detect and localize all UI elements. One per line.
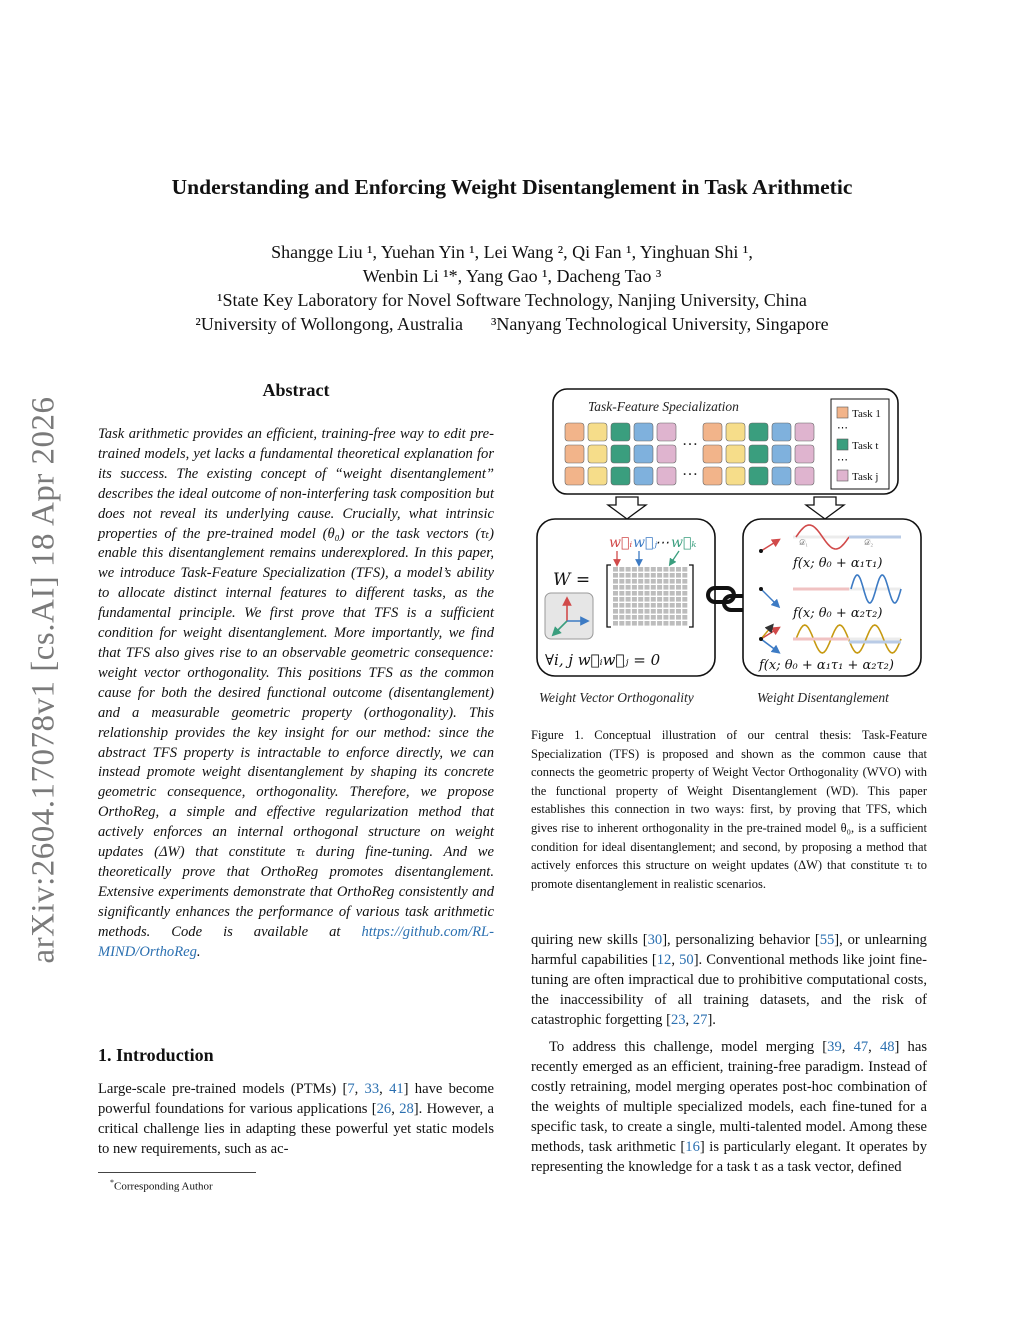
matrix-cell: [626, 579, 631, 584]
matrix-cell: [626, 603, 631, 608]
feature-cell: [565, 445, 584, 463]
matrix-cell: [676, 579, 681, 584]
feature-cell: [749, 423, 768, 441]
paragraph: To address this challenge, model merging [39, 47, 48] has recently emerged as an efficient, training-free paradigm. Instead of costly retraining, model merging operates post-hoc combination of the weights of multiple specialized models, each fine-tuned for a specific task, to create a single, multi-talented model. Among these methods, task arithmetic [16] is particularly elegant. It operates by representing the knowledge for a task t as a task vector, defined: [531, 1039, 928, 1175]
text: To address this challenge, model merging [: [549, 1039, 828, 1055]
citation[interactable]: 50: [679, 952, 694, 968]
matrix-cell: [651, 591, 656, 596]
affiliation-3: ³Nanyang Technological University, Singapore: [491, 314, 829, 334]
matrix-cell: [670, 585, 675, 590]
matrix-cell: [626, 573, 631, 578]
matrix-cell: [613, 603, 618, 608]
feature-cell: [657, 467, 676, 485]
matrix-cell: [663, 621, 668, 626]
domain-label-d2: 𝒟₂: [864, 538, 874, 547]
feature-cell: [749, 445, 768, 463]
vec-wi: w⃗ᵢ: [609, 535, 633, 551]
matrix-cell: [613, 615, 618, 620]
matrix-cell: [651, 621, 656, 626]
matrix-cell: [632, 567, 637, 572]
matrix-cell: [613, 567, 618, 572]
matrix-cell: [619, 573, 624, 578]
footnote: *Corresponding Author: [110, 1178, 213, 1193]
text: ], personalizing behavior [: [662, 932, 820, 948]
citation[interactable]: 33: [364, 1081, 380, 1097]
matrix-cell: [632, 615, 637, 620]
matrix-cell: [638, 609, 643, 614]
legend-swatch-task1: [837, 407, 848, 418]
feature-cell: [565, 467, 584, 485]
matrix-cell: [657, 621, 662, 626]
citation[interactable]: 26: [376, 1101, 392, 1117]
matrix-cell: [670, 597, 675, 602]
matrix-cell: [657, 591, 662, 596]
matrix-cell: [670, 591, 675, 596]
text: ].: [707, 1012, 716, 1028]
feature-cell: [588, 423, 607, 441]
function-2: f(x; θ₀ + α₂τ₂): [793, 606, 883, 621]
feature-cell: [565, 423, 584, 441]
legend-ellipsis: ⋯: [837, 422, 848, 434]
citation[interactable]: 12: [656, 952, 672, 968]
matrix-cell: [638, 585, 643, 590]
matrix-cell: [676, 615, 681, 620]
domain-bar: [793, 588, 849, 591]
citation[interactable]: 47: [853, 1039, 869, 1055]
feature-cell: [772, 445, 791, 463]
feature-cell: [703, 467, 722, 485]
intro-text: ]. However, a critical challenge lies in adapting these powerful yet static models to new requirements, such as ac-: [98, 1101, 495, 1157]
matrix-cell: [613, 585, 618, 590]
domain-bar: [849, 536, 901, 539]
matrix-cell: [638, 615, 643, 620]
matrix-cell: [676, 567, 681, 572]
matrix-cell: [682, 585, 687, 590]
matrix-cell: [645, 579, 650, 584]
matrix-cell: [682, 573, 687, 578]
affiliation-2: ²University of Wollongong, Australia: [195, 314, 464, 334]
matrix-cell: [613, 597, 618, 602]
matrix-cell: [676, 621, 681, 626]
matrix-cell: [619, 579, 624, 584]
feature-cell: [657, 423, 676, 441]
feature-cell: [611, 423, 630, 441]
matrix-cell: [638, 591, 643, 596]
citation[interactable]: 27: [692, 1012, 708, 1028]
feature-cell: [772, 423, 791, 441]
matrix-cell: [657, 615, 662, 620]
code-link[interactable]: https://github.com/RL-MIND/OrthoReg: [98, 923, 494, 960]
domain-bar: [849, 641, 901, 644]
vec-wk: w⃗ₖ: [671, 535, 697, 551]
legend-taskj: Task j: [852, 471, 879, 483]
text: ] has recently emerged as an efficient, training-free paradigm. Instead of costly retraining, model merging operates post-hoc combination of the weights of multiple specialized models, each fine-tuned for a specific task, to create a single, multi-talented model. Among these methods, task arithmetic [: [531, 1039, 928, 1155]
matrix-cell: [632, 609, 637, 614]
matrix-cell: [632, 585, 637, 590]
matrix-cell: [638, 597, 643, 602]
matrix-cell: [657, 573, 662, 578]
citation[interactable]: 30: [647, 932, 663, 948]
matrix-cell: [645, 621, 650, 626]
citation[interactable]: 7: [347, 1081, 355, 1097]
feature-cell: [634, 423, 653, 441]
matrix-cell: [657, 609, 662, 614]
ellipsis: …: [682, 432, 698, 449]
matrix-cell: [663, 567, 668, 572]
matrix-cell: [651, 597, 656, 602]
authors-line-2: Wenbin Li ¹*, Yang Gao ¹, Dacheng Tao ³: [362, 266, 662, 286]
feature-cell: [726, 423, 745, 441]
matrix-cell: [651, 609, 656, 614]
matrix-cell: [682, 591, 687, 596]
intro-text: ] have become powerful foundations for various applications [: [98, 1081, 494, 1117]
matrix-cell: [676, 591, 681, 596]
wd-label: Weight Disentanglement: [757, 690, 889, 705]
matrix-cell: [626, 615, 631, 620]
legend-taskt: Task t: [852, 440, 879, 452]
matrix-cell: [626, 585, 631, 590]
matrix-cell: [613, 579, 618, 584]
text: ], or unlearning harmful capabilities [: [531, 932, 927, 968]
arxiv-id: arXiv:2604.17078v1 [cs.AI] 18 Apr 2026: [25, 396, 62, 964]
matrix-cell: [632, 603, 637, 608]
matrix-cell: [619, 597, 624, 602]
matrix-cell: [670, 603, 675, 608]
matrix-cell: [676, 603, 681, 608]
text: ] is particularly elegant. It operates by representing the knowledge for a task t as a task vector, defined: [531, 1139, 927, 1175]
matrix-cell: [651, 615, 656, 620]
legend-swatch-taskj: [837, 470, 848, 481]
citation[interactable]: 41: [389, 1081, 404, 1097]
orthogonality-equation: ∀i, j w⃗ᵢw⃗ⱼ = 0: [545, 651, 661, 669]
matrix-cell: [613, 621, 618, 626]
matrix-cell: [663, 609, 668, 614]
matrix-cell: [626, 591, 631, 596]
matrix-cell: [663, 573, 668, 578]
feature-cell: [749, 467, 768, 485]
figure-1-svg: [531, 385, 927, 710]
matrix-cell: [632, 597, 637, 602]
matrix-cell: [632, 591, 637, 596]
down-arrow-left: [608, 497, 646, 519]
matrix-cell: [682, 597, 687, 602]
matrix-cell: [657, 579, 662, 584]
matrix-cell: [682, 615, 687, 620]
matrix-cell: [682, 579, 687, 584]
citation[interactable]: 55: [819, 932, 835, 948]
section-heading-introduction: 1. Introduction: [98, 1045, 214, 1065]
feature-cell: [795, 423, 814, 441]
matrix-cell: [645, 585, 650, 590]
affiliation-line-2: [0, 312, 1024, 336]
text: quiring new skills [: [531, 932, 648, 948]
matrix-cell: [676, 585, 681, 590]
legend-task1: Task 1: [852, 408, 881, 420]
feature-cell: [588, 467, 607, 485]
matrix-cell: [676, 609, 681, 614]
matrix-cell: [670, 567, 675, 572]
footnote-rule: [98, 1172, 256, 1173]
matrix-cell: [663, 597, 668, 602]
matrix-cell: [638, 579, 643, 584]
matrix-cell: [670, 615, 675, 620]
matrix-cell: [663, 585, 668, 590]
matrix-cell: [663, 579, 668, 584]
right-column-text: [531, 930, 927, 1177]
vec-ellipsis: ⋯: [655, 535, 669, 551]
matrix-cell: [663, 615, 668, 620]
legend-swatch-taskt: [837, 439, 848, 450]
matrix-cell: [626, 609, 631, 614]
abstract-end: .: [196, 943, 201, 960]
matrix-cell: [676, 573, 681, 578]
matrix-cell: [613, 591, 618, 596]
intro-text: Large-scale pre-trained models (PTMs) [: [98, 1081, 348, 1097]
citation[interactable]: 39: [827, 1039, 842, 1055]
matrix-cell: [632, 573, 637, 578]
matrix-cell: [657, 567, 662, 572]
matrix-cell: [638, 621, 643, 626]
matrix-cell: [638, 603, 643, 608]
feature-cell: [634, 445, 653, 463]
matrix-cell: [657, 585, 662, 590]
matrix-cell: [645, 615, 650, 620]
matrix-cell: [651, 585, 656, 590]
matrix-cell: [651, 579, 656, 584]
paper-title: Understanding and Enforcing Weight Disentanglement in Task Arithmetic: [171, 175, 853, 199]
function-3: f(x; θ₀ + α₁τ₁ + α₂τ₂): [759, 658, 894, 673]
matrix-cell: [645, 591, 650, 596]
matrix-cell: [682, 609, 687, 614]
matrix-cell: [619, 591, 624, 596]
text: ]. Conventional methods like joint fine-tuning are often impractical due to prohibitive computational costs, the inaccessibility of all training datasets, and the risk of catastrophic forgetting [: [531, 952, 928, 1028]
matrix-cell: [632, 621, 637, 626]
matrix-cell: [626, 567, 631, 572]
paragraph: quiring new skills [30], personalizing behavior [55], or unlearning harmful capabilities [12, 50]. Conventional methods like joint fine-tuning are often impractical due to prohibitive computational costs, the inaccessibility of all training datasets, and the risk of catastrophic forgetting [23, 27].: [531, 932, 928, 1028]
vec-wj: w⃗ⱼ: [633, 535, 658, 551]
citation[interactable]: 23: [670, 1012, 686, 1028]
matrix-cell: [619, 621, 624, 626]
matrix-cell: [613, 609, 618, 614]
matrix-cell: [619, 585, 624, 590]
citation[interactable]: 16: [685, 1139, 700, 1155]
matrix-cell: [682, 603, 687, 608]
intro-paragraph: Large-scale pre-trained models (PTMs) [7, 33, 41] have become powerful foundations for various applications [26, 28]. However, a critical challenge lies in adapting these powerful yet static models to new requirements, such as ac-: [98, 1081, 495, 1157]
arxiv-sidebar: [20, 370, 68, 990]
matrix-cell: [651, 573, 656, 578]
domain-label-d1: 𝒟₁: [799, 538, 809, 547]
matrix-cell: [657, 603, 662, 608]
matrix-cell: [619, 567, 624, 572]
feature-cell: [657, 445, 676, 463]
matrix-cell: [663, 591, 668, 596]
matrix-cell: [676, 597, 681, 602]
matrix-cell: [632, 579, 637, 584]
citation[interactable]: 28: [399, 1101, 414, 1117]
legend-ellipsis: ⋯: [837, 454, 848, 466]
matrix-cell: [645, 609, 650, 614]
feature-cell: [703, 423, 722, 441]
origin-dot: [759, 637, 763, 641]
matrix-cell: [670, 609, 675, 614]
matrix-cell: [619, 603, 624, 608]
feature-cell: [611, 467, 630, 485]
function-1: f(x; θ₀ + α₁τ₁): [793, 556, 883, 571]
affiliation-1: ¹State Key Laboratory for Novel Software Technology, Nanjing University, China: [217, 290, 807, 310]
matrix-cell: [670, 621, 675, 626]
matrix-cell: [638, 573, 643, 578]
feature-cell: [703, 445, 722, 463]
ellipsis: …: [682, 462, 698, 479]
w-equals: W =: [553, 570, 591, 590]
feature-cell: [726, 467, 745, 485]
matrix-cell: [670, 573, 675, 578]
authors-line-1: Shangge Liu ¹, Yuehan Yin ¹, Lei Wang ², Qi Fan ¹, Yinghuan Shi ¹,: [271, 242, 753, 262]
matrix-cell: [651, 603, 656, 608]
matrix-cell: [682, 621, 687, 626]
down-arrow-right: [806, 497, 844, 519]
matrix-cell: [619, 609, 624, 614]
matrix-cell: [657, 597, 662, 602]
abstract-heading: Abstract: [262, 380, 330, 400]
matrix-cell: [645, 597, 650, 602]
feature-cell: [772, 467, 791, 485]
wvo-label: Weight Vector Orthogonality: [539, 690, 694, 705]
matrix-cell: [613, 573, 618, 578]
matrix-cell: [645, 567, 650, 572]
matrix-cell: [670, 579, 675, 584]
feature-cell: [588, 445, 607, 463]
matrix-cell: [651, 567, 656, 572]
domain-bar: [793, 638, 849, 641]
matrix-cell: [626, 621, 631, 626]
figure-caption: Figure 1. Conceptual illustration of our central thesis: Task-Feature Specialization (TFS) is proposed and shown as the common cause that connects the geometric property of Weight Vector Orthogonality (WVO) with the functional property of Weight Disentanglement (WD). This paper establishes this connection in two ways: first, by proving that TFS, which gives rise to inherent orthogonality in the pre-trained model θ₀, is a sufficient condition for ideal disentanglement; and second, by proposing a method that actively enforces this structure on weight updates (ΔW) that constitute τₜ to promote disentanglement in realistic scenarios.: [531, 728, 927, 891]
feature-cell: [726, 445, 745, 463]
citation[interactable]: 48: [879, 1039, 895, 1055]
matrix-cell: [645, 573, 650, 578]
abstract-body: [98, 425, 494, 962]
matrix-cell: [619, 615, 624, 620]
matrix-cell: [645, 603, 650, 608]
abstract-text: Task arithmetic provides an efficient, training-free way to edit pre-trained models, yet lacks a fundamental theoretical explanation for its success. The existing concept of “weight disentanglement” describes the ideal outcome of non-interfering task composition but does not reveal its underlying cause. Crucially, what intrinsic properties of the pre-trained model (θ₀) or the task vectors (τₜ) enable this disentanglement remains underexplored. In this paper, we introduce Task-Feature Specialization (TFS), a model’s ability to allocate distinct internal features to different tasks, as the fundamental principle. We first prove that TFS is a sufficient condition for weight disentanglement. More importantly, we find that TFS also gives rise to an observable geometric consequence: weight vector orthogonality. This positions TFS as the common cause for both the desired functional outcome (disentanglement) and a measurable geometric property (orthogonality). This relationship provides the key insight for our method: since the abstract TFS property is intractable to enforce directly, we can instead promote weight disentanglement by shaping its concrete geometric consequence, orthogonality. Therefore, we propose OrthoReg, a simple and effective regularization method that actively enforces an internal orthogonal structure on weight updates (ΔW) that constitute τₜ during fine-tuning. And we theoretically prove that OrthoReg promotes disentanglement. Extensive experiments demonstrate that OrthoReg consistently and significantly enhances the performance of various task arithmetic methods. Code is available at: [98, 426, 494, 940]
orthogonal-axes-icon: [545, 593, 593, 639]
feature-cell: [634, 467, 653, 485]
feature-cell: [795, 445, 814, 463]
feature-cell: [611, 445, 630, 463]
tfs-label: Task-Feature Specialization: [588, 399, 739, 414]
origin-dot: [759, 549, 763, 553]
footnote-text: Corresponding Author: [114, 1180, 213, 1193]
matrix-cell: [626, 597, 631, 602]
author-block: [0, 240, 1024, 336]
matrix-cell: [682, 567, 687, 572]
matrix-cell: [638, 567, 643, 572]
feature-cell: [795, 467, 814, 485]
figure-1: [531, 385, 927, 710]
matrix-cell: [663, 603, 668, 608]
origin-dot: [759, 587, 763, 591]
